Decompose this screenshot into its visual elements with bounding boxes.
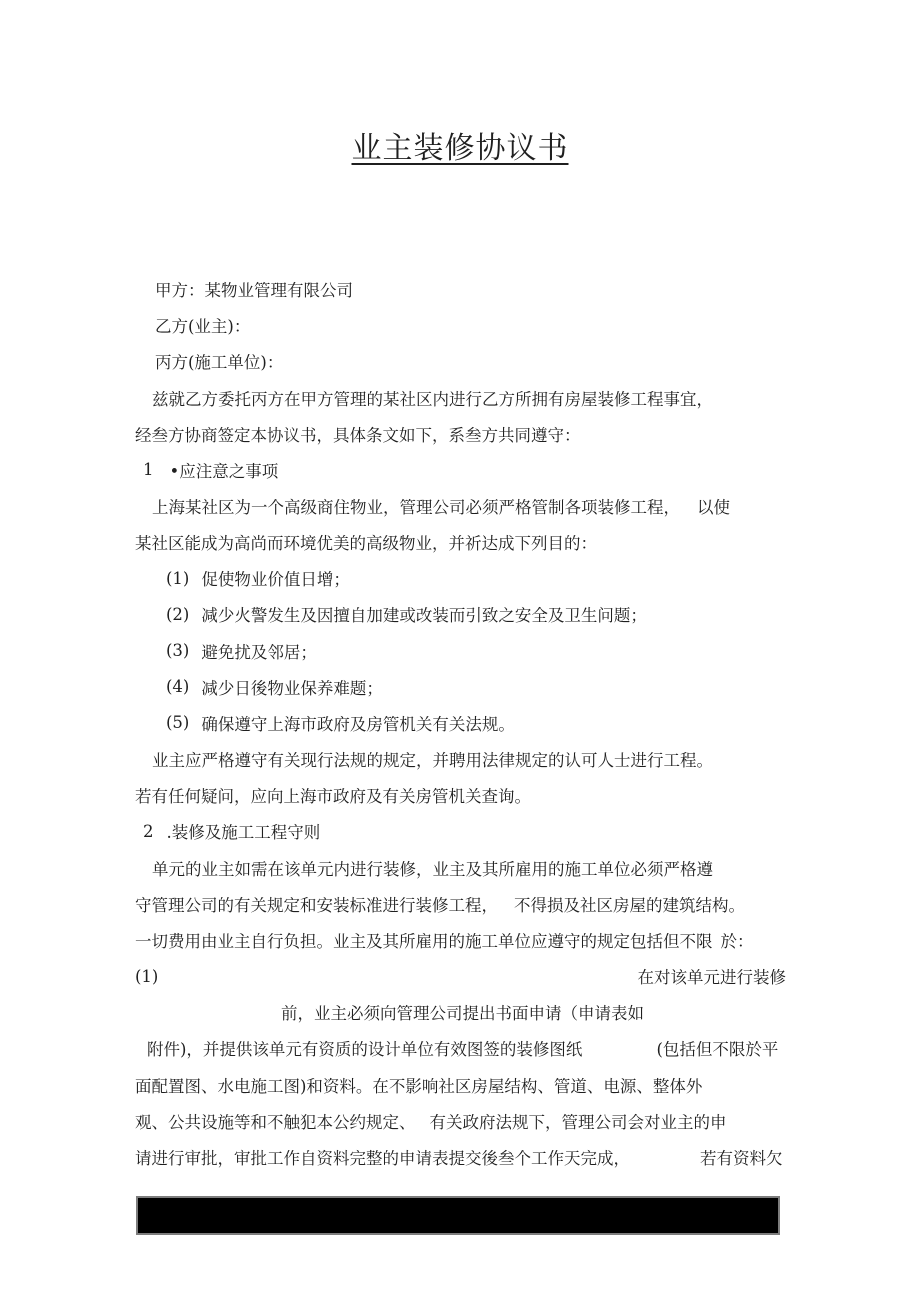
text-run: (3)	[166, 641, 190, 661]
inline-gap	[189, 722, 201, 723]
text-run: 确保遵守上海市政府及房管机关有关法规。	[201, 714, 515, 734]
text-run: .装修及施工工程守则	[166, 823, 321, 843]
text-line	[135, 560, 786, 596]
text-run: 减少日後物业保养难题；	[201, 678, 383, 698]
text-line	[135, 271, 786, 307]
text-run: 避免扰及邻居；	[201, 642, 317, 662]
text-run: 於：	[720, 931, 754, 951]
text-line	[135, 1030, 786, 1066]
text-line	[135, 488, 786, 524]
text-line	[135, 452, 786, 488]
text-run: 不得损及社区房屋的建筑结构。	[514, 895, 745, 915]
text-run: 若有任何疑问，应向上海市政府及有关房管机关查询。	[135, 787, 531, 807]
text-run: 2	[143, 821, 154, 841]
text-run: 兹就乙方委托丙方在甲方管理的某社区内进行乙方所拥有房屋装修工程事宜，	[152, 389, 713, 409]
inline-gap	[189, 614, 201, 615]
text-line	[135, 524, 786, 560]
text-run: 面配置图、水电施工图)和资料。在不影响社区房屋结构、管道、电源、整体外	[135, 1076, 703, 1096]
text-run: (包括但不限於平	[656, 1040, 779, 1060]
text-run: (4)	[166, 677, 190, 697]
text-line	[135, 596, 786, 632]
text-line	[135, 886, 786, 922]
text-run: 以使	[697, 498, 730, 518]
text-run: 业主应严格遵守有关现行法规的规定，并聘用法律规定的认可人士进行工程。	[152, 751, 713, 771]
text-run: (1)	[135, 966, 159, 986]
text-line	[135, 813, 786, 849]
inline-gap	[154, 831, 167, 832]
text-line	[135, 741, 786, 777]
text-line	[135, 633, 786, 669]
text-run: 某社区能成为高尚而环境优美的高级物业，并祈达成下列目的：	[135, 534, 597, 554]
text-run: (2)	[166, 604, 190, 624]
text-line	[135, 1103, 786, 1139]
text-line	[135, 1139, 786, 1175]
text-run: 经叁方协商签定本协议书，具体条文如下，系叁方共同遵守：	[135, 425, 581, 445]
document-title	[0, 123, 920, 167]
text-line	[135, 1066, 786, 1102]
text-run: 请进行审批，审批工作自资料完整的申请表提交後叁个工作天完成，	[135, 1148, 630, 1168]
text-run: 附件)，并提供该单元有资质的设计单位有效图签的装修图纸	[147, 1040, 583, 1060]
text-line	[135, 850, 786, 886]
text-run: 若有资料欠	[700, 1148, 783, 1168]
inline-gap	[630, 1156, 700, 1157]
text-run: 上海某社区为一个高级商住物业，管理公司必须严格管制各项装修工程，	[152, 498, 680, 518]
text-run: 甲方：某物业管理有限公司	[155, 281, 353, 301]
text-run: (5)	[166, 713, 190, 733]
inline-gap	[680, 506, 697, 507]
text-run: 单元的业主如需在该单元内进行装修，业主及其所雇用的施工单位必须严格遵	[152, 859, 713, 879]
inline-gap	[416, 1120, 430, 1121]
text-line	[135, 994, 786, 1030]
text-run: 乙方(业主)：	[155, 317, 251, 337]
document-title-text: 业主装修协议书	[351, 131, 569, 166]
text-run: 促使物业价值日增；	[201, 570, 350, 590]
inline-gap	[189, 650, 201, 651]
text-line	[135, 922, 786, 958]
text-line	[135, 307, 786, 343]
document-body	[135, 271, 786, 1175]
text-line	[135, 669, 786, 705]
inline-gap	[713, 939, 721, 940]
text-run: 丙方(施工单位)：	[155, 353, 284, 373]
inline-gap	[498, 903, 514, 904]
text-line	[135, 379, 786, 415]
inline-gap	[582, 1048, 656, 1049]
text-line	[135, 416, 786, 452]
text-run: 前，业主必须向管理公司提出书面申请（申请表如	[281, 1004, 644, 1024]
inline-gap	[189, 578, 201, 579]
text-line	[135, 958, 786, 994]
text-run: 1	[143, 460, 154, 480]
text-line	[135, 343, 786, 379]
text-run: 有关政府法规下，管理公司会对业主的申	[429, 1112, 727, 1132]
text-run: 守管理公司的有关规定和安装标准进行装修工程，	[135, 895, 498, 915]
text-run: •应注意之事项	[169, 461, 279, 481]
text-run: 观、公共设施等和不触犯本公约规定、	[135, 1112, 416, 1132]
text-run: 减少火警发生及因擅自加建或改装而引致之安全及卫生问题；	[201, 606, 647, 626]
text-line	[135, 705, 786, 741]
text-line	[135, 777, 786, 813]
inline-gap	[189, 686, 201, 687]
inline-gap	[154, 469, 170, 470]
text-run: (1)	[166, 568, 190, 588]
text-run: 在对该单元进行装修	[637, 968, 786, 988]
text-run: 一切费用由业主自行负担。业主及其所雇用的施工单位应遵守的规定包括但不限	[135, 931, 713, 951]
redacted-block	[136, 1196, 780, 1235]
